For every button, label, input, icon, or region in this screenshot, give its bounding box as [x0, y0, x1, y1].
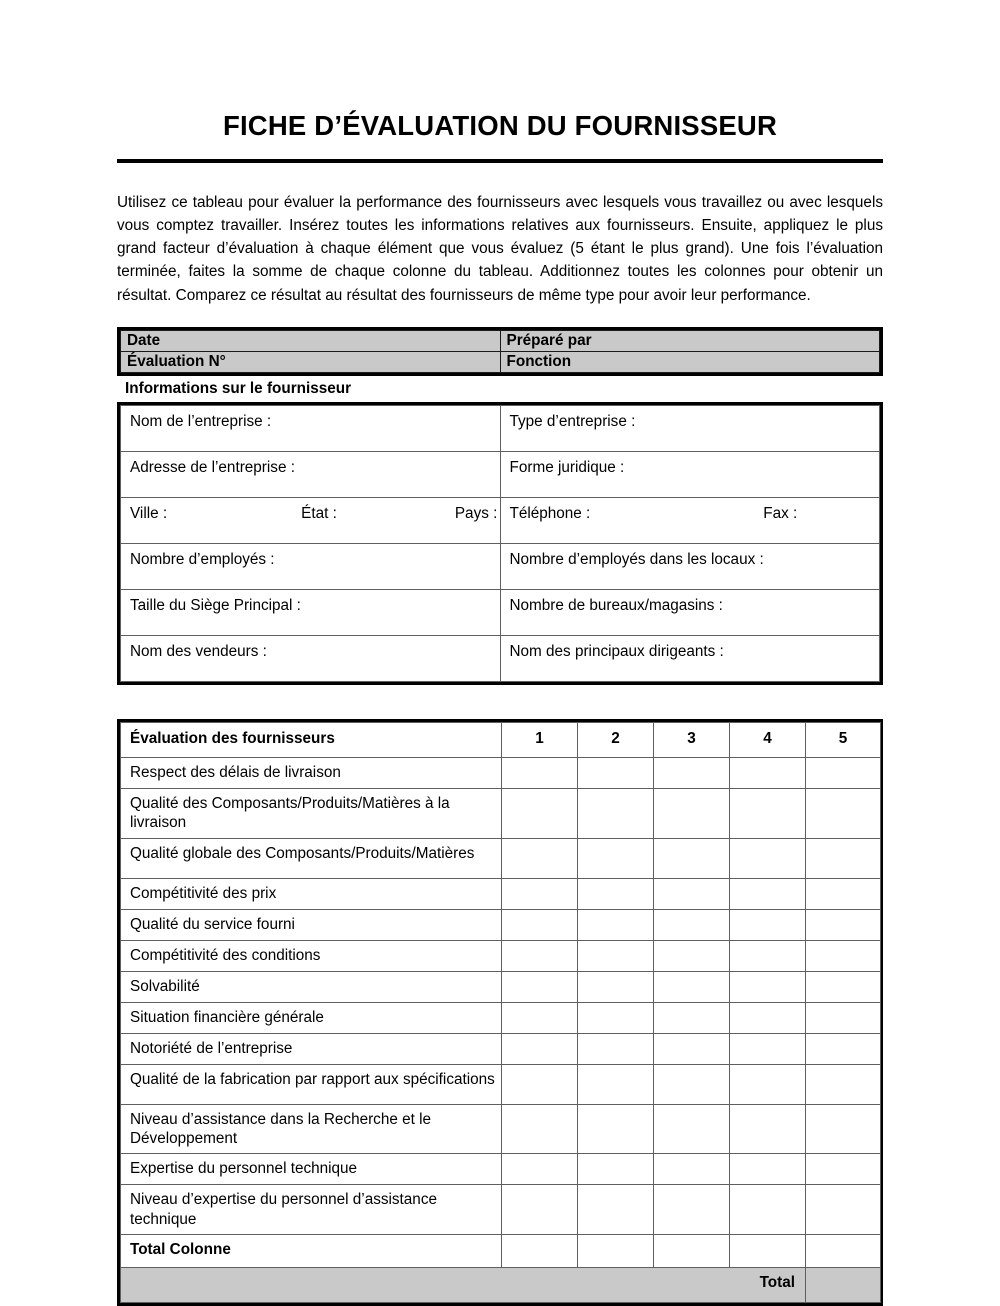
field-country-label: Pays :: [454, 504, 498, 522]
eval-rating-cell-2[interactable]: [578, 838, 654, 878]
field-evaluation-number-label[interactable]: Évaluation N°: [121, 351, 501, 372]
eval-rating-cell-2[interactable]: [578, 1185, 654, 1235]
table-row: [121, 543, 880, 589]
eval-criterion-label: Notoriété de l’entreprise: [121, 1033, 502, 1064]
eval-rating-cell-5[interactable]: [806, 1002, 881, 1033]
eval-rating-column-header-2: 2: [578, 722, 654, 757]
table-row: [121, 1185, 881, 1235]
eval-rating-cell-1[interactable]: [502, 940, 578, 971]
field-city-state-country[interactable]: [121, 497, 501, 543]
eval-rating-cell-5[interactable]: [806, 940, 881, 971]
table-row: [121, 1064, 881, 1104]
table-row: [121, 1033, 881, 1064]
supplier-info-section-label: Informations sur le fournisseur: [125, 379, 352, 397]
table-row: [121, 405, 880, 451]
eval-criterion-label: Niveau d’expertise du personnel d’assistance technique: [121, 1185, 502, 1235]
table-row: [121, 330, 880, 351]
eval-rating-cell-4[interactable]: [730, 940, 806, 971]
eval-rating-cell-3[interactable]: [654, 1033, 730, 1064]
eval-rating-column-header-5: 5: [806, 722, 881, 757]
eval-criterion-label: Compétitivité des prix: [121, 878, 502, 909]
eval-rating-cell-2[interactable]: [578, 1064, 654, 1104]
eval-rating-cell-5[interactable]: [806, 788, 881, 838]
table-row: [121, 1154, 881, 1185]
field-office-store-count[interactable]: Nombre de bureaux/magasins :: [500, 589, 880, 635]
eval-rating-cell-4[interactable]: [730, 971, 806, 1002]
field-company-type[interactable]: Type d’entreprise :: [500, 405, 880, 451]
eval-criterion-label: Qualité du service fourni: [121, 909, 502, 940]
eval-rating-cell-3[interactable]: [654, 757, 730, 788]
eval-column-total-cell-4[interactable]: [730, 1235, 806, 1268]
eval-criterion-label: Qualité de la fabrication par rapport aux spécifications: [121, 1064, 502, 1104]
eval-criterion-label: Respect des délais de livraison: [121, 757, 502, 788]
eval-criterion-label: Expertise du personnel technique: [121, 1154, 502, 1185]
eval-rating-cell-3[interactable]: [654, 940, 730, 971]
eval-rating-cell-4[interactable]: [730, 1002, 806, 1033]
eval-rating-cell-3[interactable]: [654, 838, 730, 878]
field-city-label: Ville :: [130, 504, 168, 522]
eval-column-total-cell-2[interactable]: [578, 1235, 654, 1268]
eval-rating-cell-1[interactable]: [502, 838, 578, 878]
eval-rating-cell-5[interactable]: [806, 909, 881, 940]
eval-rating-cell-2[interactable]: [578, 1104, 654, 1154]
field-date-label[interactable]: Date: [121, 330, 501, 351]
eval-column-total-row: [121, 1235, 881, 1268]
field-headquarters-size[interactable]: Taille du Siège Principal :: [121, 589, 501, 635]
eval-rating-cell-4[interactable]: [730, 757, 806, 788]
eval-criterion-label: Solvabilité: [121, 971, 502, 1002]
eval-criterion-label: Niveau d’assistance dans la Recherche et le Développement: [121, 1104, 502, 1154]
eval-rating-cell-2[interactable]: [578, 788, 654, 838]
eval-rating-cell-5[interactable]: [806, 1064, 881, 1104]
page-title: FICHE D’ÉVALUATION DU FOURNISSEUR: [222, 110, 778, 141]
eval-rating-cell-2[interactable]: [578, 940, 654, 971]
eval-header-row: [121, 722, 881, 757]
field-company-address[interactable]: Adresse de l’entreprise :: [121, 451, 501, 497]
eval-grand-total-label: Total: [121, 1268, 806, 1303]
field-state-label: État :: [301, 504, 337, 522]
header-info-table: [117, 327, 883, 376]
table-row: [121, 940, 881, 971]
eval-criterion-label: Qualité des Composants/Produits/Matières à la livraison: [121, 788, 502, 838]
field-employee-count[interactable]: Nombre d’employés :: [121, 543, 501, 589]
eval-rating-cell-1[interactable]: [502, 1002, 578, 1033]
eval-rating-cell-2[interactable]: [578, 1033, 654, 1064]
title-block: [117, 0, 883, 163]
eval-rating-cell-4[interactable]: [730, 838, 806, 878]
eval-column-total-label: Total Colonne: [121, 1235, 502, 1268]
eval-rating-cell-2[interactable]: [578, 878, 654, 909]
eval-rating-cell-3[interactable]: [654, 1064, 730, 1104]
eval-rating-cell-1[interactable]: [502, 971, 578, 1002]
eval-rating-cell-3[interactable]: [654, 878, 730, 909]
field-phone-fax[interactable]: [500, 497, 880, 543]
eval-rating-cell-1[interactable]: [502, 1064, 578, 1104]
table-row: [121, 909, 881, 940]
eval-rating-cell-1[interactable]: [502, 1033, 578, 1064]
eval-rating-cell-2[interactable]: [578, 1154, 654, 1185]
eval-column-total-cell-3[interactable]: [654, 1235, 730, 1268]
eval-rating-cell-2[interactable]: [578, 971, 654, 1002]
field-fax-label: Fax :: [763, 504, 798, 522]
eval-rating-cell-4[interactable]: [730, 1033, 806, 1064]
eval-criterion-label: Situation financière générale: [121, 1002, 502, 1033]
eval-rating-cell-4[interactable]: [730, 1185, 806, 1235]
eval-rating-cell-5[interactable]: [806, 878, 881, 909]
field-prepared-by-label[interactable]: Préparé par: [500, 330, 880, 351]
eval-rating-cell-4[interactable]: [730, 878, 806, 909]
eval-column-total-cell-1[interactable]: [502, 1235, 578, 1268]
table-row: [121, 351, 880, 372]
eval-rating-cell-3[interactable]: [654, 971, 730, 1002]
table-row: [121, 497, 880, 543]
eval-rating-cell-5[interactable]: [806, 1154, 881, 1185]
table-row: [121, 1104, 881, 1154]
table-row: [121, 589, 880, 635]
eval-rating-cell-3[interactable]: [654, 1002, 730, 1033]
eval-rating-cell-3[interactable]: [654, 1104, 730, 1154]
table-row: [121, 635, 880, 681]
eval-rating-cell-3[interactable]: [654, 788, 730, 838]
field-phone-label: Téléphone :: [509, 504, 591, 522]
eval-rating-cell-4[interactable]: [730, 1064, 806, 1104]
eval-header-label: Évaluation des fournisseurs: [121, 722, 502, 757]
eval-column-total-cell-5[interactable]: [806, 1235, 881, 1268]
field-legal-form[interactable]: Forme juridique :: [500, 451, 880, 497]
table-row: [121, 1002, 881, 1033]
supplier-info-table: [117, 402, 883, 685]
eval-rating-cell-1[interactable]: [502, 909, 578, 940]
eval-rating-cell-4[interactable]: [730, 1104, 806, 1154]
eval-rating-column-header-1: 1: [502, 722, 578, 757]
eval-rating-cell-1[interactable]: [502, 757, 578, 788]
intro-paragraph: Utilisez ce tableau pour évaluer la performance des fournisseurs avec lesquels vous travaillez ou avec lesquels vous comptez travailler. Insérez toutes les informations relatives aux fournisseurs. Ensuite, appliquez le plus grand facteur d’évaluation à chaque élément que vous évaluez (5 étant le plus grand). Une fois l’évaluation terminée, faites la somme de chaque colonne du tableau. Additionnez toutes les colonnes pour obtenir un résultat. Comparez ce résultat au résultat des fournisseurs de même type pour avoir leur performance.: [117, 193, 883, 304]
field-company-name[interactable]: Nom de l’entreprise :: [121, 405, 501, 451]
field-executive-names[interactable]: Nom des principaux dirigeants :: [500, 635, 880, 681]
field-function-label[interactable]: Fonction: [500, 351, 880, 372]
supplier-evaluation-table: [117, 719, 883, 1306]
table-row: [121, 971, 881, 1002]
table-row: [121, 878, 881, 909]
eval-rating-cell-5[interactable]: [806, 1104, 881, 1154]
eval-rating-cell-2[interactable]: [578, 909, 654, 940]
table-row: [121, 757, 881, 788]
eval-rating-cell-1[interactable]: [502, 1154, 578, 1185]
eval-grand-total-row: [121, 1268, 881, 1303]
eval-rating-cell-1[interactable]: [502, 1104, 578, 1154]
eval-rating-cell-3[interactable]: [654, 1185, 730, 1235]
field-onsite-employee-count[interactable]: Nombre d’employés dans les locaux :: [500, 543, 880, 589]
eval-rating-cell-5[interactable]: [806, 1185, 881, 1235]
table-row: [121, 788, 881, 838]
table-row: [121, 451, 880, 497]
eval-grand-total-value[interactable]: [806, 1268, 881, 1303]
eval-rating-cell-4[interactable]: [730, 788, 806, 838]
eval-rating-cell-2[interactable]: [578, 1002, 654, 1033]
eval-rating-cell-5[interactable]: [806, 971, 881, 1002]
eval-rating-cell-1[interactable]: [502, 1185, 578, 1235]
eval-rating-column-header-4: 4: [730, 722, 806, 757]
eval-criterion-label: Compétitivité des conditions: [121, 940, 502, 971]
eval-rating-cell-4[interactable]: [730, 1154, 806, 1185]
eval-criterion-label: Qualité globale des Composants/Produits/Matières: [121, 838, 502, 878]
eval-rating-cell-5[interactable]: [806, 838, 881, 878]
eval-rating-cell-3[interactable]: [654, 909, 730, 940]
table-row: [121, 838, 881, 878]
field-vendor-names[interactable]: Nom des vendeurs :: [121, 635, 501, 681]
eval-rating-cell-5[interactable]: [806, 1033, 881, 1064]
eval-rating-cell-2[interactable]: [578, 757, 654, 788]
eval-rating-column-header-3: 3: [654, 722, 730, 757]
eval-rating-cell-4[interactable]: [730, 909, 806, 940]
eval-rating-cell-1[interactable]: [502, 788, 578, 838]
eval-rating-cell-1[interactable]: [502, 878, 578, 909]
eval-rating-cell-3[interactable]: [654, 1154, 730, 1185]
eval-rating-cell-5[interactable]: [806, 757, 881, 788]
